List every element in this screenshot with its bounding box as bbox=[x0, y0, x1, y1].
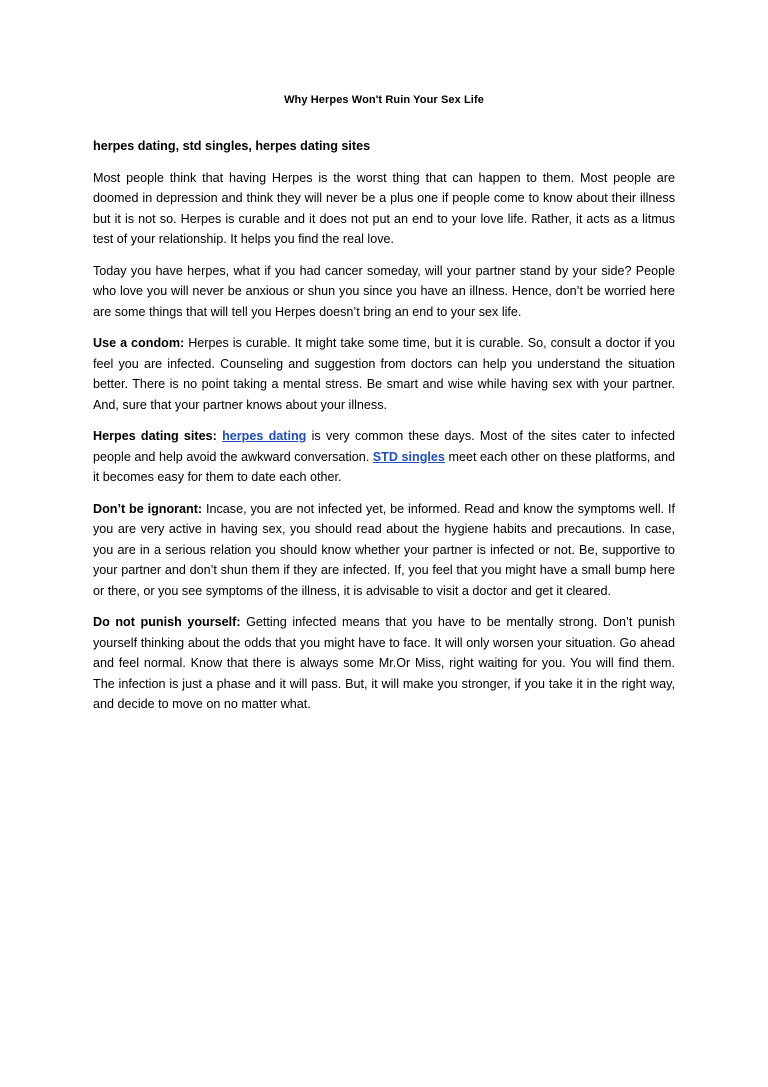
paragraph-lead-condom: Use a condom: bbox=[93, 336, 185, 350]
paragraph-condom bbox=[93, 333, 675, 415]
paragraph-text-dating-sites-1: is very common these days. Most of the sites cater to infected people and help avoid the awkward conversation. bbox=[93, 429, 676, 464]
herpes-dating-link[interactable]: herpes dating bbox=[222, 429, 307, 443]
paragraph-punish bbox=[93, 612, 675, 715]
paragraph-cancer: Today you have herpes, what if you had cancer someday, will your partner stand by your side? People who love you will never be anxious or shun you since you have an illness. Hence, don’t be worried here are some things that will tell you Herpes doesn’t bring an end to your sex life. bbox=[93, 263, 675, 319]
paragraph-dating-sites bbox=[93, 426, 675, 488]
paragraph-lead-ignorant: Don’t be ignorant: bbox=[93, 501, 203, 516]
paragraph-text-condom: Herpes is curable. It might take some time, but it is curable. So, consult a doctor if you feel you are infected. Counseling and suggestion from doctors can help you understand the situation better. There is no point taking a mental stress. Be smart and wise while having sex with your partner. And, sure that your partner knows about your illness. bbox=[93, 336, 675, 412]
paragraph-intro: Most people think that having Herpes is the worst thing that can happen to them. Most people are doomed in depression and think they will never be a plus one if people come to know about their illness but it is not so. Herpes is curable and it does not put an end to your love life. Rather, it acts as a litmus test of your relationship. It helps you find the real love. bbox=[93, 170, 675, 246]
document-body bbox=[93, 136, 675, 726]
paragraph-text-dating-sites-2: meet each other on these platforms, and it becomes easy for them to date each other. bbox=[93, 449, 675, 484]
paragraph-lead-punish: Do not punish yourself: bbox=[93, 615, 241, 629]
paragraph-ignorant bbox=[93, 499, 675, 602]
paragraph-text-punish: Getting infected means that you have to be mentally strong. Don’t punish yourself thinking about the odds that you might have to face. It will only worsen your situation. Go ahead and feel normal. Know that there is always some Mr.Or Miss, right waiting for you. You will find them. The infection is just a phase and it will pass. But, it will make you stronger, if you take it in the right way, and decide to move on no matter what. bbox=[93, 615, 675, 711]
document-title: Why Herpes Won't Ruin Your Sex Life bbox=[284, 94, 484, 106]
paragraph-text-ignorant: Incase, you are not infected yet, be informed. Read and know the symptoms well. If you are very active in having sex, you should read about the hygiene habits and precautions. In case, you are in a serious relation you should know whether your partner is infected or not. Be, supportive to your partner and don’t shun them if they are infected. If, you feel that you might have a small bump here or there, or you see symptoms of the illness, it is advisable to visit a doctor and get it cleared. bbox=[93, 501, 675, 598]
std-singles-link[interactable]: STD singles bbox=[372, 449, 445, 464]
keywords-line: herpes dating, std singles, herpes dating sites bbox=[93, 139, 371, 153]
paragraph-lead-dating-sites: Herpes dating sites: bbox=[93, 429, 217, 443]
